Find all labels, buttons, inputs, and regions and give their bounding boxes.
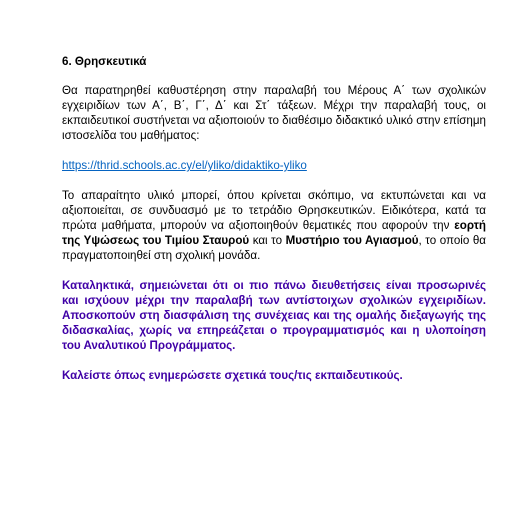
paragraph-inform-teachers: Καλείστε όπως ενημερώσετε σχετικά τους/τις εκπαιδευτικούς.: [62, 369, 403, 382]
feast-emphasis: εορτή της Υψώσεως του Τιμίου Σταυρού: [62, 219, 486, 247]
paragraph-conclusion: Καταληκτικά, σημειώνεται ότι οι πιο πάνω διευθετήσεις είναι προσωρινές και ισχύουν μέχρι την παραλαβή των αντίστοιχων σχολικών εγχειριδίων. Αποσκοπούν στη διασφάλιση της συνέχειας και της ομαλής διεξαγωγής της διδασκαλίας, χωρίς να επηρεάζεται ο προγραμματισμός και η υλοποίηση του Αναλυτικού Προγράμματος.: [62, 279, 486, 352]
paragraph-delay-notice: Θα παρατηρηθεί καθυστέρηση στην παραλαβή του Μέρους Α΄ των σχολικών εγχειριδίων των Α΄, Β΄, Γ΄, Δ΄ και Στ΄ τάξεων. Μέχρι την παραλαβή τους, οι εκπαιδευτικοί συστήνεται να αξιοποιούν το διαθέσιμο διδακτικό υλικό στην επίσημη ιστοσελίδα του μαθήματος:: [62, 84, 486, 142]
document-page: [62, 54, 486, 398]
paragraph-material-usage: [62, 188, 486, 263]
section-heading: 6. Θρησκευτικά: [62, 55, 147, 68]
paragraph-text: , το οποίο θα πραγματοποιηθεί στη σχολική μονάδα.: [62, 234, 486, 262]
sacrament-emphasis: Μυστήριο του Αγιασμού: [285, 234, 419, 247]
paragraph-text: και το: [249, 234, 286, 247]
material-link[interactable]: https://thrid.schools.ac.cy/el/yliko/didaktiko-yliko: [62, 159, 307, 172]
paragraph-text: Το απαραίτητο υλικό μπορεί, όπου κρίνεται σκόπιμο, να εκτυπώνεται και να αξιοποιείται, σε συνδυασμό με το τετράδιο Θρησκευτικών. Ειδικότερα, κατά τα πρώτα μαθήματα, μπορούν να αξιοποιηθούν θεματικές που αφορούν την: [62, 189, 486, 232]
